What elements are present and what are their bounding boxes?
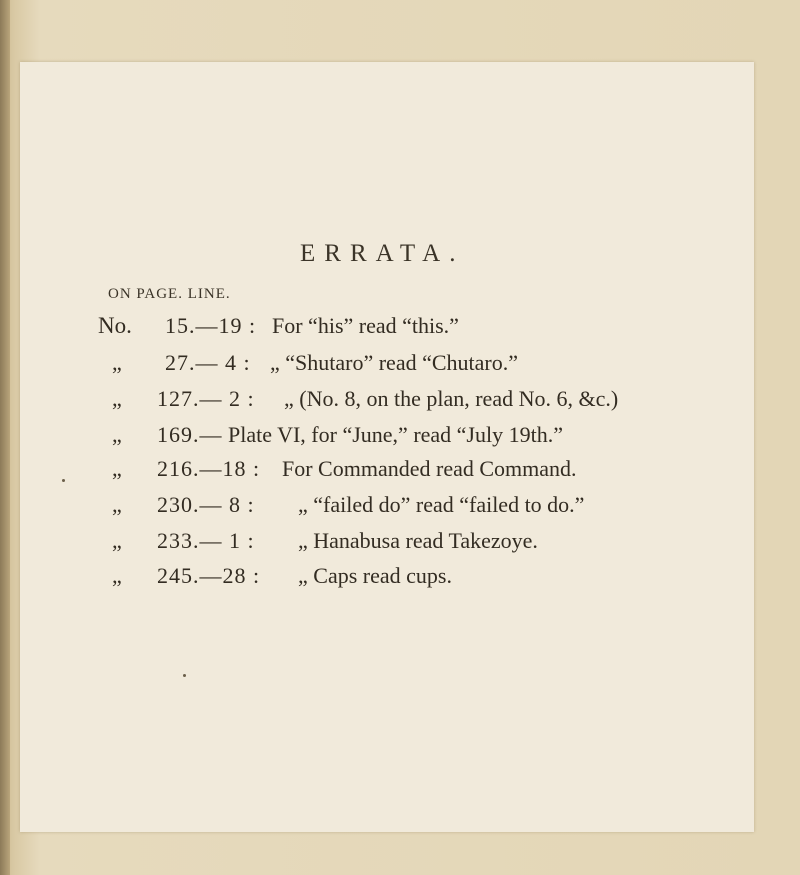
entry-page-line: 216.—18 :: [157, 456, 261, 481]
entry-page-line: 230.— 8 :: [157, 492, 255, 517]
errata-entry: [0, 313, 800, 343]
errata-title: ERRATA.: [300, 240, 465, 267]
errata-entry: [0, 350, 800, 380]
entry-lead: „: [112, 422, 122, 447]
entry-lead: „: [112, 563, 122, 588]
paper-speck: [183, 674, 186, 677]
column-header: ON PAGE. LINE.: [108, 286, 231, 302]
entry-page-line: 233.— 1 :: [157, 528, 255, 553]
entry-correction: Plate VI, for “June,” read “July 19th.”: [228, 422, 563, 447]
entry-lead: „: [112, 386, 122, 411]
errata-entry: [0, 528, 800, 558]
entry-lead: „: [112, 456, 122, 481]
errata-entry: [0, 492, 800, 522]
entry-page-line: 27.— 4 :: [165, 350, 251, 375]
entry-lead: „: [112, 492, 122, 517]
errata-entry: [0, 456, 800, 486]
entry-correction: For “his” read “this.”: [272, 313, 459, 338]
entry-correction: „ “failed do” read “failed to do.”: [298, 492, 585, 517]
entry-correction: „ (No. 8, on the plan, read No. 6, &c.): [284, 386, 619, 411]
entry-page-line: 127.— 2 :: [157, 386, 255, 411]
entry-page-line: 15.—19 :: [165, 313, 257, 338]
errata-entry: [0, 563, 800, 593]
entry-correction: „ Caps read cups.: [298, 563, 452, 588]
paper-speck: [62, 479, 65, 482]
entry-page-line: 245.—28 :: [157, 563, 261, 588]
entry-correction: „ “Shutaro” read “Chutaro.”: [270, 350, 518, 375]
entry-correction: „ Hanabusa read Takezoye.: [298, 528, 538, 553]
errata-entry: [0, 386, 800, 416]
errata-entry: [0, 422, 800, 452]
entry-lead: No.: [98, 313, 132, 338]
entry-lead: „: [112, 350, 122, 375]
entry-lead: „: [112, 528, 122, 553]
entry-page-line: 169.—: [157, 422, 223, 447]
entry-correction: For Commanded read Command.: [282, 456, 577, 481]
